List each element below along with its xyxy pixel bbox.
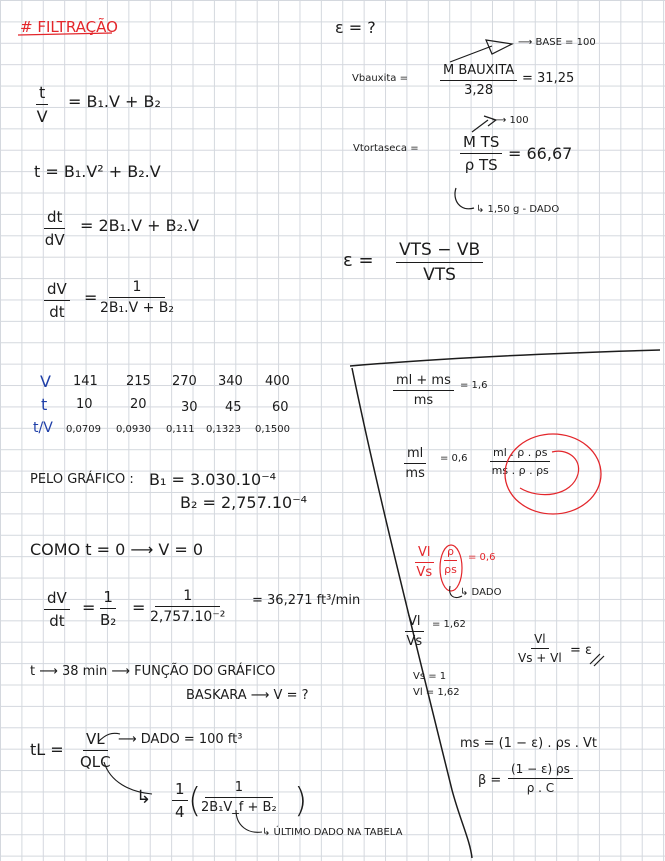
- eq1-lhs-num: t: [36, 83, 48, 105]
- eq1-lhs-den: V: [36, 107, 48, 126]
- table-cell: 400: [265, 374, 290, 389]
- base-note: ⟶ BASE = 100: [518, 37, 596, 48]
- eps-question: ε = ?: [335, 18, 376, 37]
- vbauxita-num: M BAUXITA: [440, 63, 517, 81]
- box-vl: Vl = 1,62: [413, 687, 460, 698]
- eq1-rhs: = B₁.V + B₂: [68, 92, 161, 111]
- rate-mid-num: 1: [100, 588, 116, 609]
- box-f4-mid-num: ρ: [444, 545, 457, 561]
- table-cell: 141: [73, 374, 98, 389]
- eq4-rhs-num: 1: [109, 279, 166, 298]
- vbauxita-den: 3,28: [464, 83, 494, 98]
- vts-den: ρ TS: [464, 156, 498, 174]
- eq3-lhs-den: dV: [44, 231, 65, 249]
- paren-open: (: [188, 781, 202, 821]
- grafico-b2: B₂ = 2,757.10⁻⁴: [180, 493, 308, 512]
- box-f1-result: = 1,6: [460, 380, 488, 391]
- paren-den: 2B₁V_f + B₂: [201, 800, 277, 815]
- vts-num: M TS: [460, 133, 502, 154]
- box-f1-den: ms: [413, 393, 434, 408]
- grafico-b1: B₁ = 3.030.10⁻⁴: [149, 470, 277, 489]
- table-row-label: V: [40, 372, 51, 391]
- quarter-prefix-arrow: ↳: [136, 787, 152, 808]
- box-f6-num: Vl: [531, 632, 549, 649]
- rate-lhs-den: dt: [49, 612, 65, 630]
- box-f4-mid-den: ρs: [444, 563, 457, 576]
- page-title: # FILTRAÇÃO: [20, 18, 118, 36]
- dado-note: ↳ 1,50 g - DADO: [476, 204, 560, 215]
- rate-lhs-num: dV: [44, 589, 70, 610]
- table-cell: 0,1323: [206, 424, 241, 435]
- initial-condition: COMO t = 0 ⟶ V = 0: [30, 540, 204, 559]
- grafico-label: PELO GRÁFICO :: [30, 472, 134, 487]
- rate-mid-den: B₂: [100, 611, 117, 629]
- rate-equals-2: =: [132, 598, 146, 617]
- eq2: t = B₁.V² + B₂.V: [34, 162, 161, 181]
- box-beta-num: (1 − ε) ρs: [508, 762, 573, 779]
- vbauxita-lhs: Vbauxita =: [352, 73, 408, 84]
- tl-den: QLC: [80, 753, 111, 771]
- ultimo-note: ↳ ÚLTIMO DADO NA TABELA: [262, 827, 403, 838]
- table-cell: 20: [130, 397, 147, 412]
- table-cell: 10: [76, 397, 93, 412]
- table-cell: 340: [218, 374, 243, 389]
- rate-right-num: 1: [155, 588, 220, 607]
- box-f6-den: Vs + Vl: [518, 651, 562, 665]
- table-cell: 30: [181, 400, 198, 415]
- box-f4-result: = 0,6: [468, 552, 496, 563]
- quarter-den: 4: [175, 803, 185, 821]
- eps-num: VTS − VB: [396, 240, 483, 263]
- eq4-lhs-den: dt: [49, 303, 65, 321]
- box-ms: ms = (1 − ε) . ρs . Vt: [460, 736, 598, 751]
- box-f2-den: ms: [405, 466, 425, 481]
- table-row-label: t/V: [33, 420, 53, 436]
- vts-result: = 66,67: [508, 144, 573, 163]
- box-f4-den: Vs: [416, 565, 433, 580]
- box-dado-note: ↳ DADO: [460, 587, 502, 598]
- table-cell: 215: [126, 374, 151, 389]
- t38-line2: BASKARA ⟶ V = ?: [186, 688, 309, 703]
- table-row-label: t: [41, 395, 48, 414]
- box-f2-num: ml: [404, 446, 426, 464]
- eq4-lhs-num: dV: [44, 280, 70, 301]
- box-f6-result: = ε: [570, 643, 593, 658]
- table-cell: 0,0709: [66, 424, 101, 435]
- eq4-equals: =: [84, 288, 98, 307]
- table-cell: 0,0930: [116, 424, 151, 435]
- rate-result: = 36,271 ft³/min: [252, 593, 361, 608]
- box-f3-den: ms . ρ . ρs: [491, 464, 549, 477]
- table-cell: 270: [172, 374, 197, 389]
- box-beta-lhs: β =: [478, 773, 502, 788]
- box-f2-result: = 0,6: [440, 453, 468, 464]
- eps-lhs: ε =: [343, 250, 374, 271]
- eq4-rhs-den: 2B₁.V + B₂: [100, 300, 174, 316]
- table-cell: 0,111: [166, 424, 195, 435]
- vbauxita-result: = 31,25: [522, 71, 575, 86]
- box-beta-den: ρ . C: [526, 781, 555, 795]
- quarter-num: 1: [172, 780, 188, 801]
- rate-right-den: 2,757.10⁻²: [150, 609, 226, 625]
- box-f3-num: ml . ρ . ρs: [490, 446, 550, 462]
- tl-lhs: tL =: [30, 740, 64, 759]
- box-f5-result: = 1,62: [432, 619, 466, 630]
- eq3-rhs: = 2B₁.V + B₂.V: [80, 216, 200, 235]
- box-f1-num: ml + ms: [393, 373, 454, 391]
- table-cell: 60: [272, 400, 289, 415]
- box-f4-num: Vl: [415, 545, 434, 563]
- eq3-lhs-num: dt: [44, 208, 65, 229]
- tl-dado: ⟶ DADO = 100 ft³: [118, 732, 243, 747]
- table-cell: 0,1500: [255, 424, 290, 435]
- box-f5-num: Vl: [405, 614, 424, 632]
- box-vs: Vs = 1: [413, 671, 447, 682]
- t38-line1: t ⟶ 38 min ⟶ FUNÇÃO DO GRÁFICO: [30, 664, 276, 679]
- vts-lhs: Vtortaseca =: [353, 143, 419, 154]
- paren-close: ): [294, 781, 308, 821]
- arrow-100-note: ⟶ 100: [492, 115, 529, 126]
- table-cell: 45: [225, 400, 242, 415]
- box-f5-den: Vs: [406, 634, 423, 649]
- tl-num: VL: [83, 730, 108, 751]
- eps-den: VTS: [423, 265, 456, 285]
- paren-num: 1: [205, 780, 273, 798]
- rate-equals-1: =: [82, 598, 96, 617]
